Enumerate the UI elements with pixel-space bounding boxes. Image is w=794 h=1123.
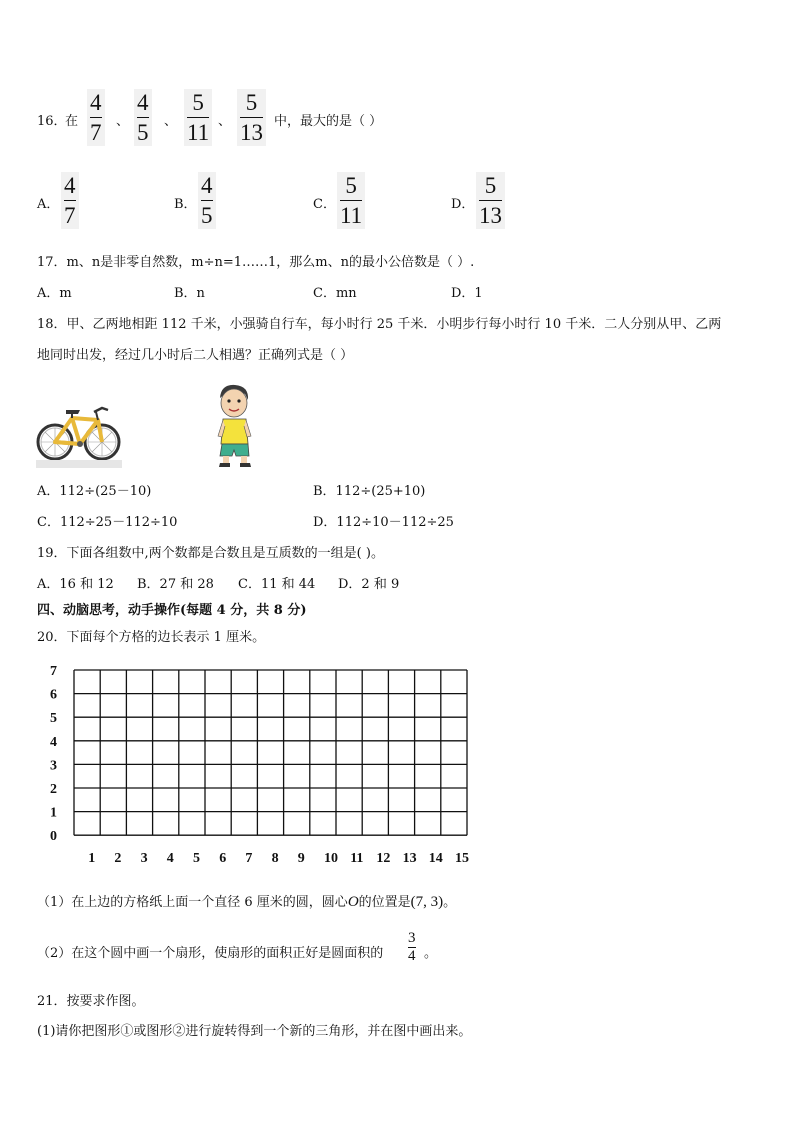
q20-part1-end: 。 <box>443 895 457 910</box>
x-axis-label: 1 <box>88 851 96 866</box>
denominator: 4 <box>408 948 416 964</box>
q16-option-c-label: C． <box>313 197 336 212</box>
x-axis-label: 6 <box>219 851 227 866</box>
q16-option-c-fraction <box>337 172 365 229</box>
x-axis-label: 5 <box>193 851 200 866</box>
q20-part2-fraction <box>408 931 416 964</box>
q20-part2-text: （2）在这个圆中画一个扇形，使扇形的面积正好是圆面积的 <box>37 946 384 961</box>
q18-option-d: D．112÷10－112÷25 <box>313 515 454 530</box>
q17-option-c: C．mn <box>313 286 357 301</box>
q16-fraction-4 <box>237 89 266 146</box>
denominator: 5 <box>137 120 149 145</box>
center-point: (7, 3) <box>410 894 444 910</box>
q18-text-line1: 18．甲、乙两地相距 112 千米，小强骑自行车，每小时行 25 千米．小明步行每小时行 10 千米．二人分别从甲、乙两 <box>37 317 722 332</box>
q19-option-c: C．11 和 44 <box>238 577 316 592</box>
denominator: 13 <box>240 120 263 145</box>
center-variable: O <box>347 894 359 910</box>
q19-option-d: D．2 和 9 <box>338 577 400 592</box>
q16-separator: 、 <box>164 114 178 129</box>
q20-part1-mid: 的位置是 <box>358 895 411 910</box>
numerator: 5 <box>484 173 497 198</box>
q18-option-c: C．112÷25－112÷10 <box>37 515 178 530</box>
grid-x-axis-labels <box>88 851 469 866</box>
x-axis-label: 8 <box>271 851 279 866</box>
x-axis-label: 3 <box>140 851 148 866</box>
q16-tail: 中，最大的是（ ） <box>274 114 383 129</box>
grid-paper <box>40 660 490 866</box>
q17-option-a: A．m <box>37 286 72 301</box>
q17-option-b: B．n <box>174 286 205 301</box>
x-axis-label: 12 <box>376 851 391 866</box>
y-axis-label: 7 <box>50 664 57 679</box>
bicycle-illustration <box>36 390 122 468</box>
y-axis-label: 0 <box>50 829 57 845</box>
q21-text: 21．按要求作图。 <box>37 994 145 1009</box>
q18-text-line2: 地同时出发，经过几小时后二人相遇？正确列式是（ ） <box>37 348 354 363</box>
numerator: 4 <box>64 173 76 198</box>
q16-fraction-2 <box>134 89 152 146</box>
q19-text: 19．下面各组数中,两个数都是合数且是互质数的一组是( )。 <box>37 546 384 561</box>
y-axis-label: 2 <box>50 782 57 797</box>
q18-option-b: B．112÷(25+10) <box>313 484 426 499</box>
numerator: 5 <box>192 90 204 115</box>
q16-separator: 、 <box>116 114 130 129</box>
q16-option-a-fraction <box>61 172 79 229</box>
numerator: 5 <box>245 90 258 115</box>
denominator: 7 <box>90 120 102 145</box>
q16-fraction-3 <box>184 89 212 146</box>
numerator: 4 <box>137 90 149 115</box>
q16-option-b-fraction <box>198 172 216 229</box>
q16-option-d-label: D． <box>451 197 475 212</box>
x-axis-label: 11 <box>350 851 364 866</box>
q16-number: 16． <box>37 114 67 129</box>
grid-lines <box>74 670 467 835</box>
denominator: 7 <box>64 203 76 228</box>
q19-option-b: B．27 和 28 <box>137 577 214 592</box>
x-axis-label: 2 <box>114 851 122 866</box>
q20-text: 20．下面每个方格的边长表示 1 厘米。 <box>37 630 266 645</box>
boy-illustration <box>215 384 255 468</box>
x-axis-label: 14 <box>428 851 443 866</box>
q16-separator: 、 <box>218 114 232 129</box>
x-axis-label: 9 <box>297 851 305 866</box>
x-axis-label: 4 <box>166 851 174 866</box>
section-heading: 四、动脑思考，动手操作(每题 4 分，共 8 分) <box>37 603 307 618</box>
numerator: 3 <box>408 930 416 946</box>
q16-option-d-fraction <box>476 172 505 229</box>
denominator: 5 <box>201 203 213 228</box>
grid-y-axis-labels <box>50 664 57 844</box>
q16-fraction-1 <box>87 89 105 146</box>
numerator: 4 <box>90 90 102 115</box>
y-axis-label: 1 <box>50 805 57 821</box>
denominator: 11 <box>187 120 210 145</box>
q20-part2-end: 。 <box>424 946 438 961</box>
x-axis-label: 7 <box>245 851 253 866</box>
numerator: 5 <box>345 173 357 198</box>
q16-option-a-label: A． <box>37 197 60 212</box>
q20-part1 <box>37 891 456 911</box>
q18-option-a: A．112÷(25－10) <box>37 484 152 499</box>
x-axis-label: 10 <box>324 851 338 866</box>
y-axis-label: 3 <box>50 758 57 774</box>
q16-option-b-label: B． <box>174 197 197 212</box>
q19-option-a: A．16 和 12 <box>37 577 114 592</box>
q16-lead: 在 <box>65 114 79 129</box>
q21-sub: (1)请你把图形①或图形②进行旋转得到一个新的三角形，并在图中画出来。 <box>37 1024 472 1039</box>
denominator: 13 <box>479 203 502 228</box>
y-axis-label: 6 <box>50 687 57 703</box>
q17-option-d: D．1 <box>451 286 483 301</box>
q17-text: 17．m、n是非零自然数，m÷n=1……1，那么m、n的最小公倍数是（ ）. <box>37 255 475 270</box>
numerator: 4 <box>201 173 213 198</box>
y-axis-label: 4 <box>50 734 57 750</box>
y-axis-label: 5 <box>50 711 57 727</box>
denominator: 11 <box>340 203 363 228</box>
x-axis-label: 15 <box>455 851 469 866</box>
q20-part1-text: （1）在上边的方格纸上面一个直径 6 厘米的圆，圆心 <box>37 895 348 910</box>
x-axis-label: 13 <box>402 851 417 866</box>
